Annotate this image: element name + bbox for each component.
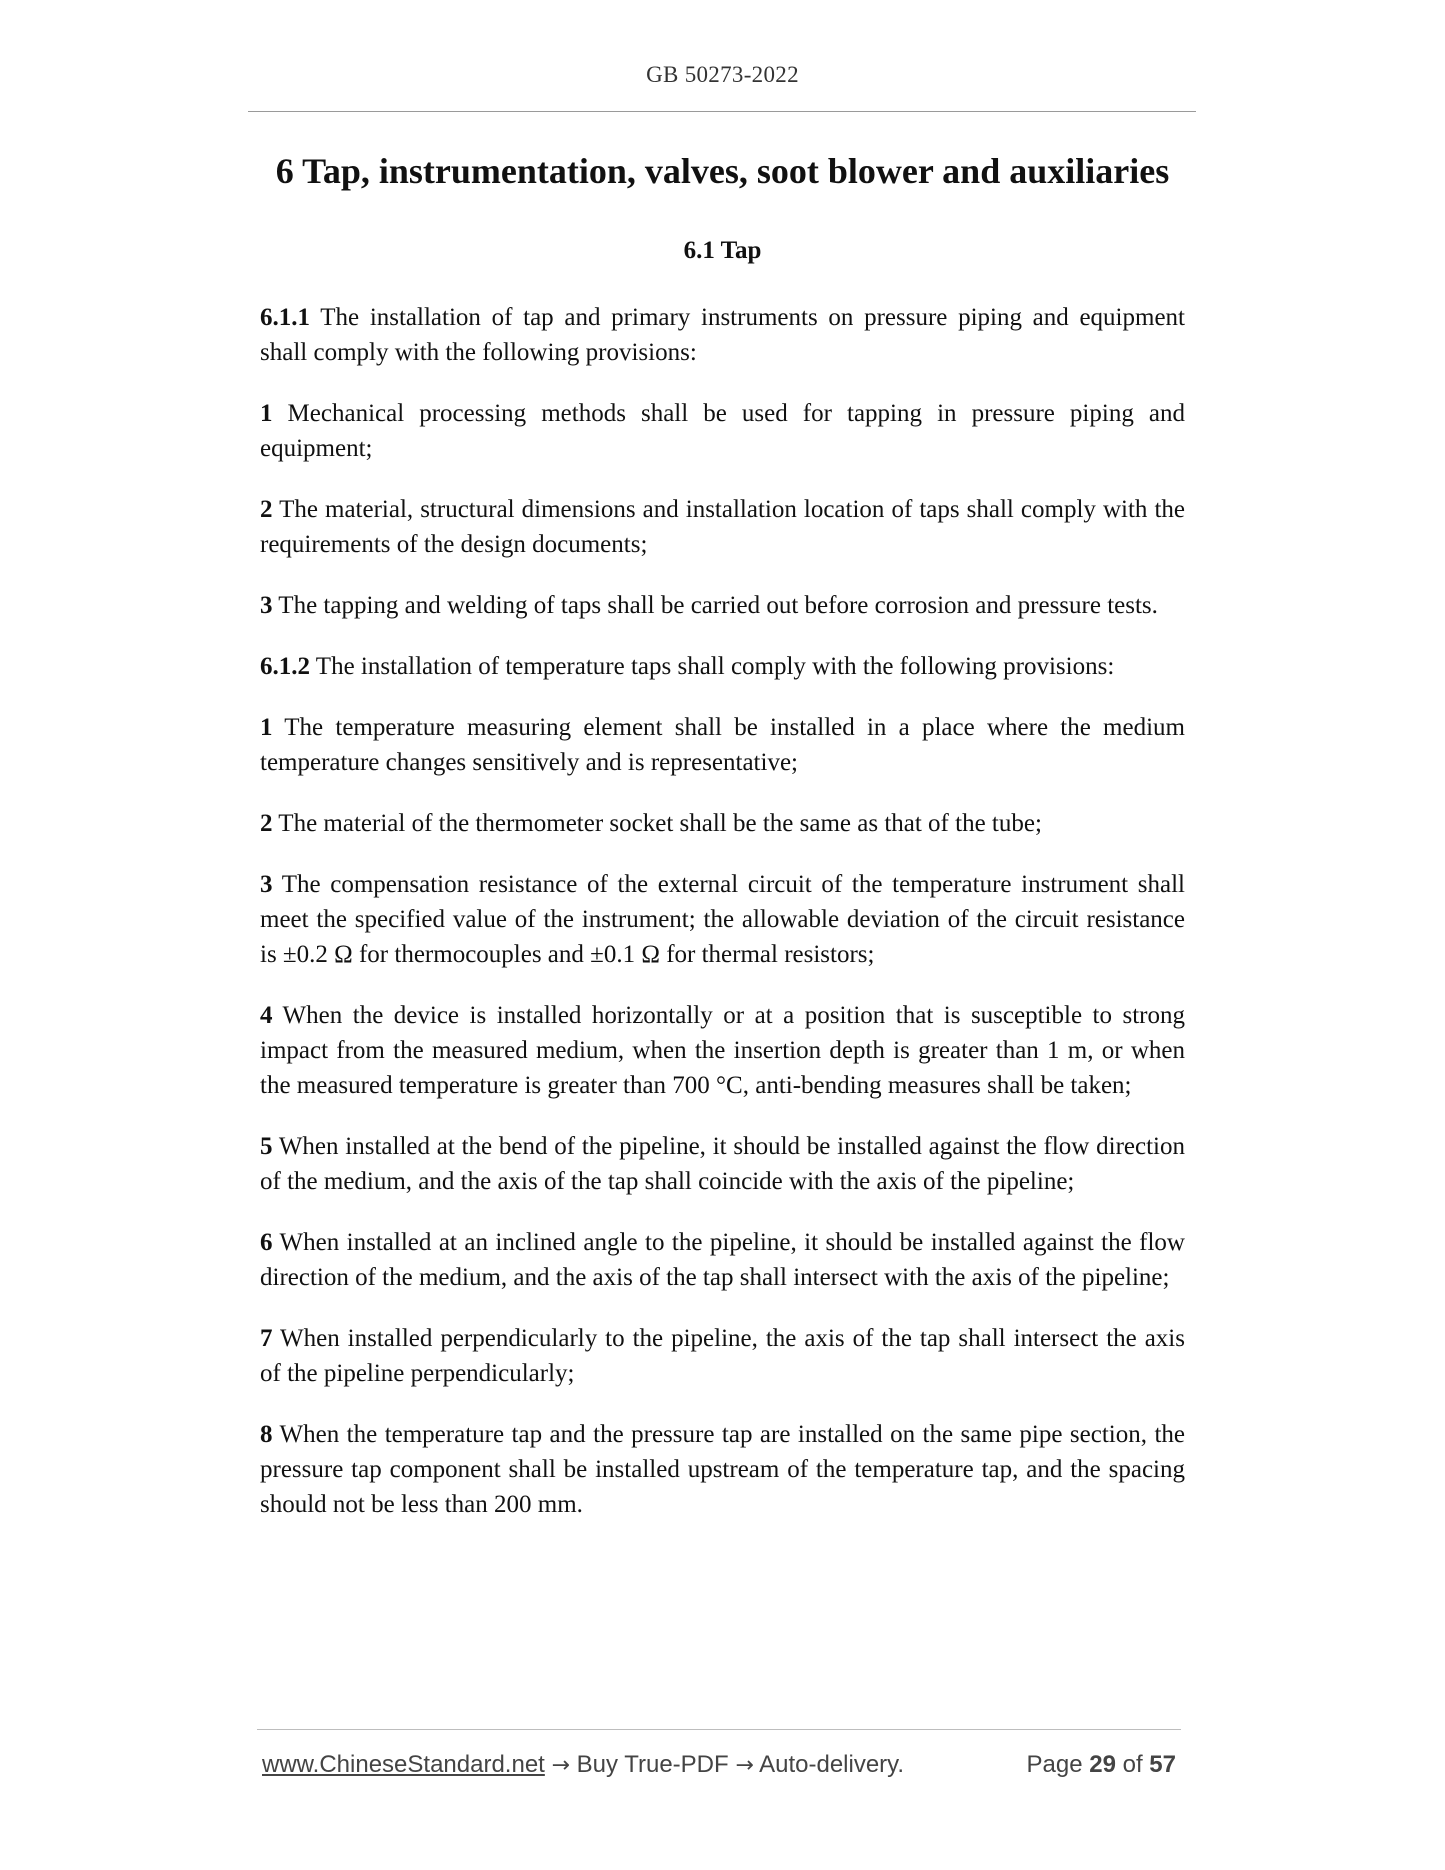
list-item xyxy=(260,806,1185,841)
item-number: 4 xyxy=(260,1002,273,1029)
list-item xyxy=(260,588,1185,623)
item-text: The tapping and welding of taps shall be carried out before corrosion and pressure tests. xyxy=(272,592,1158,619)
footer-promo xyxy=(262,1751,904,1779)
page-indicator xyxy=(1027,1751,1176,1779)
buy-text: Buy True-PDF xyxy=(569,1751,736,1778)
item-number: 5 xyxy=(260,1133,273,1160)
item-number: 3 xyxy=(260,871,273,898)
item-text: When installed at an inclined angle to the pipeline, it should be installed against the flow direction of the medium, and the axis of the tap shall intersect with the axis of the pipeline; xyxy=(260,1229,1185,1291)
item-text: The compensation resistance of the external circuit of the temperature instrument shall meet the specified value of the instrument; the allowable deviation of the circuit resistance is ±0.2 Ω for thermocouples and ±0.1 Ω for thermal resistors; xyxy=(260,871,1185,968)
delivery-text: Auto-delivery. xyxy=(753,1751,905,1778)
list-item xyxy=(260,1321,1185,1391)
item-text: Mechanical processing methods shall be used for tapping in pressure piping and equipment; xyxy=(260,400,1185,462)
page-total: 57 xyxy=(1149,1751,1176,1778)
item-text: When installed perpendicularly to the pipeline, the axis of the tap shall intersect the axis of the pipeline perpendicularly; xyxy=(260,1325,1185,1387)
item-number: 1 xyxy=(260,400,273,427)
document-body xyxy=(260,300,1185,1548)
arrow-right-icon: → xyxy=(735,1753,754,1778)
item-text: The material of the thermometer socket shall be the same as that of the tube; xyxy=(272,810,1042,837)
item-number: 6 xyxy=(260,1229,273,1256)
item-number: 2 xyxy=(260,496,273,523)
chapter-title: 6 Tap, instrumentation, valves, soot blower and auxiliaries xyxy=(275,151,1170,191)
page-footer xyxy=(262,1751,1182,1785)
item-text: When the device is installed horizontally or at a position that is susceptible to strong impact from the measured medium, when the insertion depth is greater than 1 m, or when the measured temperature is greater than 700 °C, anti-bending measures shall be taken; xyxy=(260,1002,1185,1099)
of-label: of xyxy=(1115,1751,1150,1778)
list-item xyxy=(260,492,1185,562)
document-code-header: GB 50273-2022 xyxy=(646,62,799,87)
list-item xyxy=(260,710,1185,780)
clause-number: 6.1.1 xyxy=(260,304,310,331)
item-text: When installed at the bend of the pipeline, it should be installed against the flow direction of the medium, and the axis of the tap shall coincide with the axis of the pipeline; xyxy=(260,1133,1185,1195)
list-item xyxy=(260,1225,1185,1295)
arrow-right-icon: → xyxy=(551,1753,570,1778)
clause-text: The installation of tap and primary instruments on pressure piping and equipment shall comply with the following provisions: xyxy=(260,304,1185,366)
clause-text: The installation of temperature taps shall comply with the following provisions: xyxy=(310,653,1115,680)
clause-number: 6.1.2 xyxy=(260,653,310,680)
clause-6-1-1 xyxy=(260,300,1185,370)
list-item xyxy=(260,1129,1185,1199)
item-number: 1 xyxy=(260,714,273,741)
list-item xyxy=(260,396,1185,466)
clause-6-1-2 xyxy=(260,649,1185,684)
item-number: 8 xyxy=(260,1421,273,1448)
page-number: 29 xyxy=(1089,1751,1116,1778)
item-number: 2 xyxy=(260,810,273,837)
item-text: When the temperature tap and the pressure tap are installed on the same pipe section, the pressure tap component shall be installed upstream of the temperature tap, and the spacing should not be less than 200 mm. xyxy=(260,1421,1185,1518)
footer-divider xyxy=(257,1729,1181,1730)
item-number: 3 xyxy=(260,592,273,619)
site-link[interactable]: www.ChineseStandard.net xyxy=(262,1751,545,1778)
item-number: 7 xyxy=(260,1325,273,1352)
page-label: Page xyxy=(1026,1751,1090,1778)
item-text: The temperature measuring element shall be installed in a place where the medium temperature changes sensitively and is representative; xyxy=(260,714,1185,776)
list-item xyxy=(260,998,1185,1103)
section-title: 6.1 Tap xyxy=(683,237,762,264)
item-text: The material, structural dimensions and installation location of taps shall comply with the requirements of the design documents; xyxy=(260,496,1185,558)
list-item xyxy=(260,867,1185,972)
list-item xyxy=(260,1417,1185,1522)
header-divider xyxy=(248,111,1196,112)
